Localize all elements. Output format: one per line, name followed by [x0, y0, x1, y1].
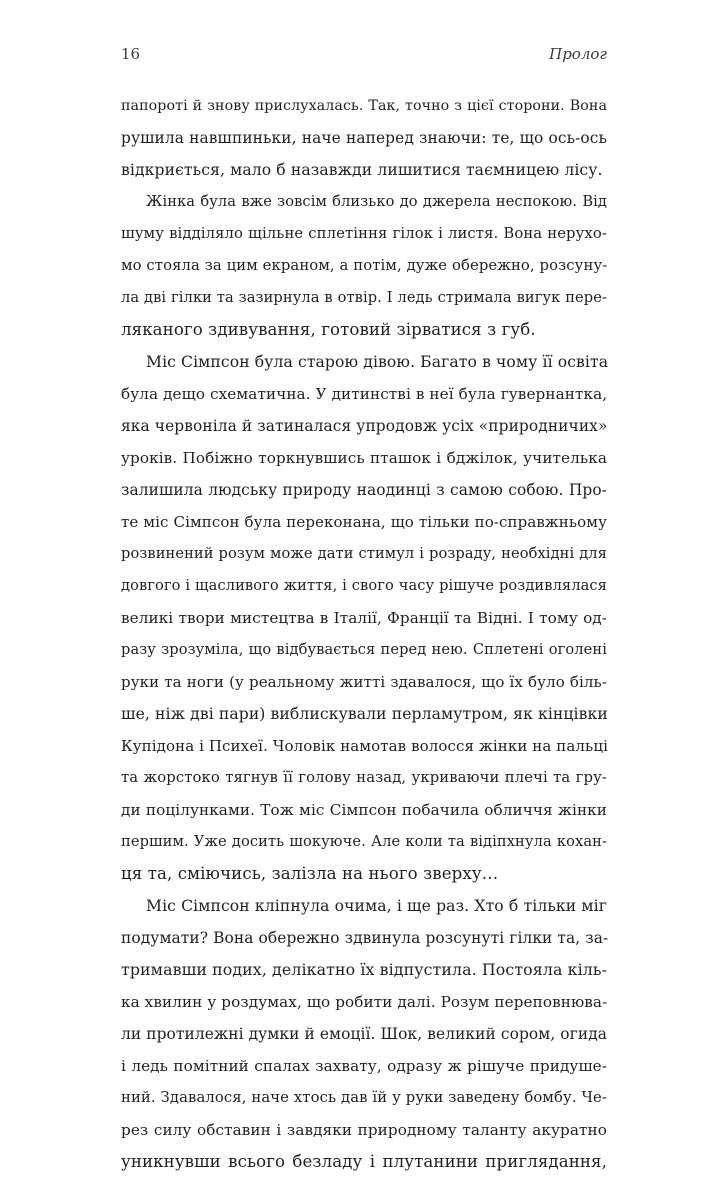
text-line: першим. Уже досить шокуюче. Але коли та відіпхнула кохан- — [121, 833, 607, 850]
text-line: великі твори мистецтва в Італії, Франції та Відні. І тому од- — [121, 609, 607, 627]
running-head: Пролог — [549, 45, 607, 63]
text-line: Купідона і Психеї. Чоловік намотав волосся жінки на пальці — [121, 737, 608, 755]
text-line: ди поцілунками. Тож міс Сімпсон побачила обличчя жінки — [121, 801, 607, 819]
text-line: яка червоніла й затиналася упродовж усіх «природничих» — [121, 417, 608, 435]
text-line: уроків. Побіжно торкнувшись пташок і бджілок, учителька — [121, 449, 607, 467]
text-line: була дещо схематична. У дитинстві в неї була гувернантка, — [121, 385, 608, 403]
text-line: Міс Сімпсон була старою дівою. Багато в чому її освіта — [146, 353, 609, 371]
text-line: руки та ноги (у реальному житті здавалося, що їх було біль- — [121, 673, 607, 691]
text-line: те міс Сімпсон була переконана, що тільки по-справжньому — [121, 513, 607, 531]
text-line: рез силу обставин і завдяки природному таланту акуратно — [121, 1121, 607, 1139]
text-line: папороті й знову прислухалась. Так, точно з цієї сторони. Вона — [121, 98, 607, 114]
text-line: довгого і щасливого життя, і свого часу рішуче роздивлялася — [121, 577, 607, 594]
text-line: ця та, сміючись, залізла на нього зверху… — [121, 864, 499, 883]
text-line: ляканого здивування, готовий зірватися з губ. — [121, 320, 536, 339]
text-line: мо стояла за цим екраном, а потім, дуже обережно, розсуну- — [121, 257, 608, 274]
page-header — [121, 45, 607, 69]
text-line: ний. Здавалося, наче хтось дав їй у руки заведену бомбу. Че- — [121, 1089, 607, 1106]
text-line: подумати? Вона обережно здвинула розсунуті гілки та, за- — [121, 929, 609, 947]
text-line: Жінка була вже зовсім близько до джерела неспокою. Від — [146, 193, 607, 210]
text-line: ше, ніж дві пари) виблискували перламутром, як кінцівки — [121, 705, 608, 723]
page-number: 16 — [121, 45, 141, 63]
text-line: разу зрозуміла, що відбувається перед нею. Сплетені оголені — [121, 641, 607, 658]
body-text — [121, 90, 607, 1178]
text-line: та жорстоко тягнув її голову назад, укриваючи плечі та гру- — [121, 769, 607, 786]
text-line: шуму відділяло щільне сплетіння гілок і листя. Вона нерухо- — [121, 225, 607, 242]
text-line: уникнувши всього безладу і плутанини приглядання, — [121, 1152, 607, 1171]
text-line: ли протилежні думки й емоції. Шок, великий сором, огида — [121, 1025, 608, 1043]
text-line: рушила навшпиньки, наче наперед знаючи: те, що ось-ось — [121, 129, 607, 147]
text-line: залишила людську природу наодинці з самою собою. Про- — [121, 481, 607, 499]
text-line: ка хвилин у роздумах, що робити далі. Розум переповнюва- — [121, 993, 608, 1011]
text-line: і ледь помітний спалах захвату, одразу ж рішуче придуше- — [121, 1057, 607, 1075]
text-line: відкриється, мало б назавжди лишитися таємницею лісу. — [121, 161, 603, 179]
text-line: ла дві гілки та зазирнула в отвір. І ледь стримала вигук пере- — [121, 289, 607, 306]
text-line: Міс Сімпсон кліпнула очима, і ще раз. Хто б тільки міг — [146, 897, 607, 915]
text-line: тримавши подих, делікатно їх відпустила. Постояла кіль- — [121, 960, 608, 979]
text-line: розвинений розум може дати стимул і розраду, необхідні для — [121, 545, 607, 562]
